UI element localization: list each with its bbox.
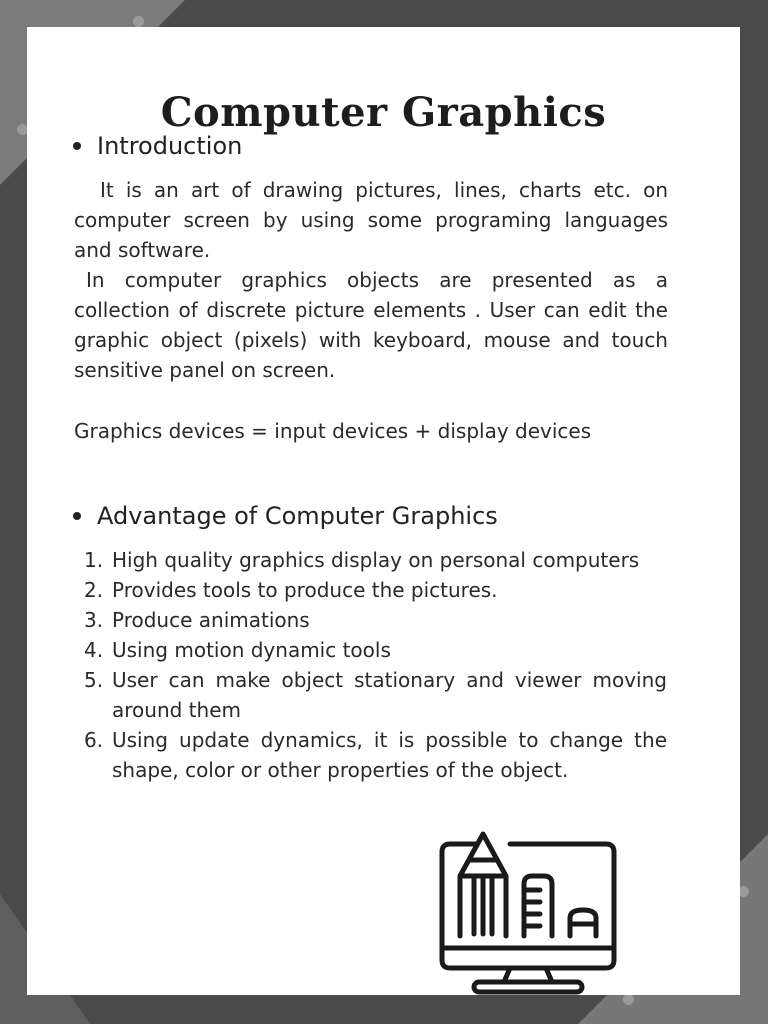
list-item-text: User can make object stationary and viewer moving around them [112, 668, 667, 722]
list-item-number: 6. [84, 728, 104, 752]
list-item-number: 4. [84, 638, 104, 662]
list-item [84, 605, 667, 635]
list-item-number: 5. [84, 668, 104, 692]
computer-graphics-monitor-icon [438, 830, 618, 996]
list-item-number: 2. [84, 578, 104, 602]
decor-dot [623, 994, 634, 1005]
list-item [84, 635, 667, 665]
list-item [84, 545, 667, 575]
decor-dot [133, 16, 144, 27]
section-heading-text: Introduction [97, 132, 243, 160]
list-item-text: Provides tools to produce the pictures. [112, 578, 498, 602]
list-item-text: Produce animations [112, 608, 310, 632]
bullet-dot-icon [73, 512, 81, 520]
section-heading-introduction [73, 132, 242, 160]
list-item-number: 1. [84, 548, 104, 572]
advantages-list [84, 545, 667, 785]
section-heading-advantages [73, 502, 498, 530]
intro-paragraph-1: It is an art of drawing pictures, lines, charts etc. on computer screen by using some programing languages and software. [74, 178, 668, 262]
page-title: Computer Graphics [160, 89, 607, 136]
list-item [84, 725, 667, 785]
list-item-text: High quality graphics display on personal computers [112, 548, 640, 572]
list-item [84, 575, 667, 605]
list-item-text: Using motion dynamic tools [112, 638, 391, 662]
bullet-dot-icon [73, 142, 81, 150]
intro-paragraph-2: In computer graphics objects are presented as a collection of discrete picture elements . User can edit the graphic object (pixels) with keyboard, mouse and touch sensitive panel on screen. [74, 268, 668, 382]
intro-paragraph-3: Graphics devices = input devices + display devices [74, 419, 592, 443]
document-card [27, 27, 740, 995]
list-item-text: Using update dynamics, it is possible to change the shape, color or other properties of the object. [112, 728, 667, 782]
section-heading-text: Advantage of Computer Graphics [97, 502, 498, 530]
list-item [84, 665, 667, 725]
list-item-number: 3. [84, 608, 104, 632]
